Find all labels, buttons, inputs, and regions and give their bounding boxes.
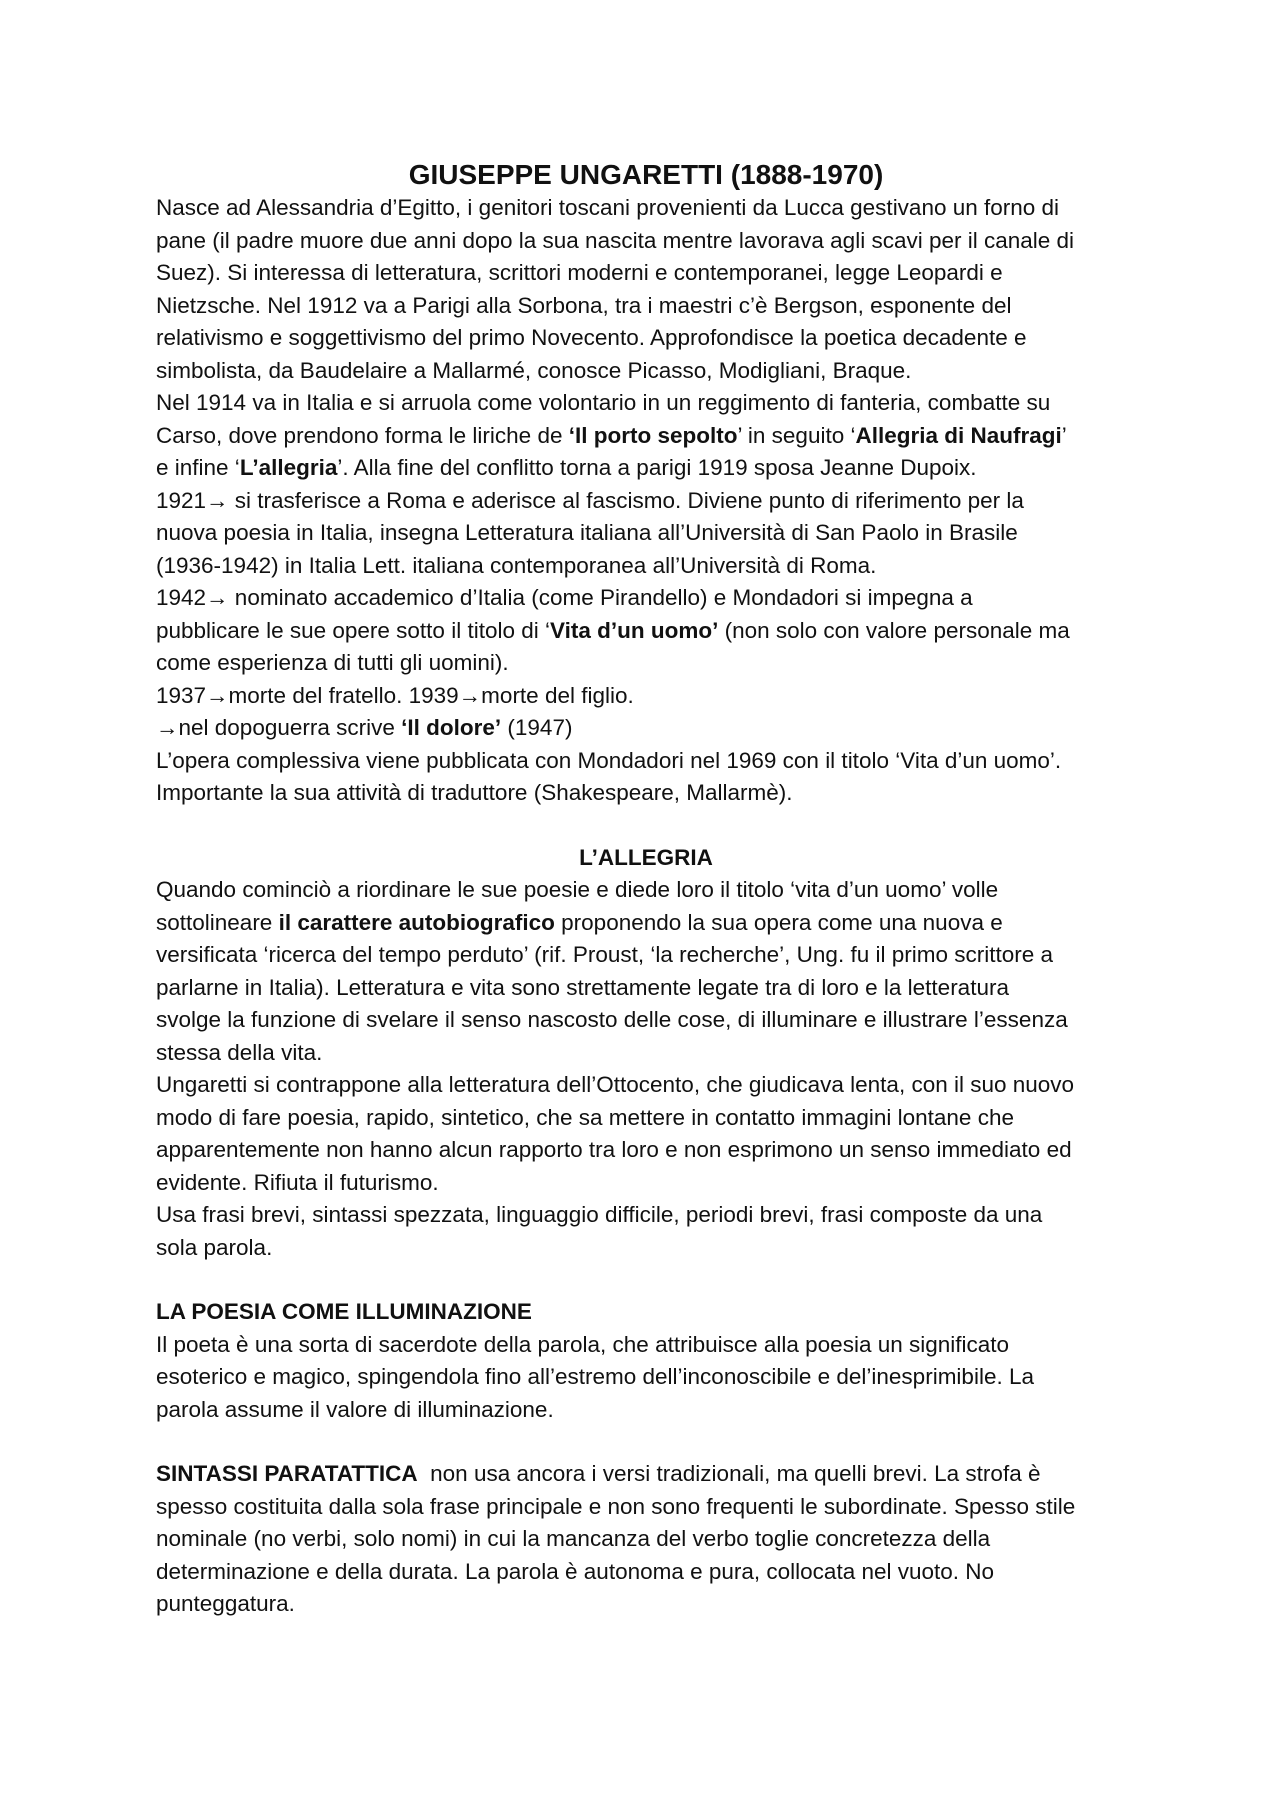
section-heading-allegria: L’ALLEGRIA xyxy=(579,844,713,870)
bio-line: Nel 1914 va in Italia e si arruola come volontario in un reggimento di fanteria, combatte su xyxy=(156,390,1051,415)
text-run: (non solo con valore personale ma xyxy=(718,617,1070,643)
illuminazione-line: parola assume il valore di illuminazione. xyxy=(156,1396,554,1422)
illuminazione-section xyxy=(156,1296,1136,1426)
sintassi-line: punteggatura. xyxy=(156,1591,295,1616)
spacer xyxy=(156,1426,1136,1458)
text-run: e infine ‘ xyxy=(156,455,240,480)
bio-line: come esperienza di tutti gli uomini). xyxy=(156,650,509,675)
sintassi-line: determinazione e della durata. La parola è autonoma e pura, collocata nel vuoto. No xyxy=(156,1558,995,1584)
sintassi-section xyxy=(156,1458,1136,1621)
allegria-line: stessa della vita. xyxy=(156,1039,323,1065)
emphasis-autobiografico: il carattere autobiografico xyxy=(278,909,555,935)
bio-line: Suez). Si interessa di letteratura, scrittori moderni e contemporanei, legge Leopardi e xyxy=(156,260,1003,285)
spacer xyxy=(156,1264,1136,1296)
work-title-vita-uomo: Vita d’un uomo’ xyxy=(549,617,719,643)
bio-line: 1921→ si trasferisce a Roma e aderisce al fascismo. Diviene punto di riferimento per la xyxy=(156,487,1024,513)
allegria-line: modo di fare poesia, rapido, sintetico, che sa mettere in contatto immagini lontane che xyxy=(156,1104,1014,1130)
bio-line xyxy=(156,712,1136,745)
allegria-line: evidente. Rifiuta il futurismo. xyxy=(156,1169,439,1195)
work-title-allegria-naufragi: Allegria di Naufragi xyxy=(855,422,1062,448)
allegria-line xyxy=(156,907,1136,940)
allegria-line: Ungaretti si contrappone alla letteratura dell’Ottocento, che giudicava lenta, con il suo nuovo xyxy=(156,1072,1075,1097)
bio-line: (1936-1942) in Italia Lett. italiana contemporanea all’Università di Roma. xyxy=(156,552,877,578)
text-run: non usa ancora i versi tradizionali, ma quelli brevi. La strofa è xyxy=(417,1461,1041,1486)
allegria-line: parlarne in Italia). Letteratura e vita sono strettamente legate tra di loro e la letteratura xyxy=(156,974,1009,1000)
bio-line: 1942→ nominato accademico d’Italia (come Pirandello) e Mondadori si impegna a xyxy=(156,585,973,610)
allegria-line: Usa frasi brevi, sintassi spezzata, linguaggio difficile, periodi brevi, frasi composte da una xyxy=(156,1202,1043,1227)
text-run: sottolineare xyxy=(156,909,279,935)
bio-line: 1937→morte del fratello. 1939→morte del figlio. xyxy=(156,682,634,708)
allegria-line: Quando cominciò a riordinare le sue poesie e diede loro il titolo ‘vita d’un uomo’ volle xyxy=(156,877,999,902)
sintassi-line: spesso costituita dalla sola frase principale e non sono frequenti le subordinate. Spesso stile xyxy=(156,1493,1076,1519)
allegria-line: svolge la funzione di svelare il senso nascosto delle cose, di illuminare e illustrare l’essenza xyxy=(156,1007,1068,1032)
allegria-line: apparentemente non hanno alcun rapporto tra loro e non esprimono un senso immediato ed xyxy=(156,1137,1072,1162)
document-page xyxy=(156,158,1136,1621)
text-run: pubblicare le sue opere sotto il titolo di ‘ xyxy=(156,617,550,643)
bio-line: Nasce ad Alessandria d’Egitto, i genitori toscani provenienti da Lucca gestivano un forno di xyxy=(156,195,1060,220)
section-heading-sintassi: SINTASSI PARATATTICA xyxy=(156,1461,418,1486)
text-run: Carso, dove prendono forma le liriche de xyxy=(156,422,569,448)
page-title: GIUSEPPE UNGARETTI (1888-1970) xyxy=(408,159,884,190)
text-run: ’. Alla fine del conflitto torna a parigi 1919 sposa Jeanne Dupoix. xyxy=(337,455,977,480)
work-title-allegria: L’allegria xyxy=(239,455,338,480)
text-run: →nel dopoguerra scrive xyxy=(156,715,402,740)
sintassi-line xyxy=(156,1458,1136,1491)
illuminazione-line: esoterico e magico, spingendola fino all’estremo dell’inconoscibile e del’inesprimibile. La xyxy=(156,1364,1034,1389)
bio-line xyxy=(156,615,1136,648)
allegria-section xyxy=(156,842,1136,1265)
bio-line: pane (il padre muore due anni dopo la sua nascita mentre lavorava agli scavi per il canale di xyxy=(156,227,1075,253)
bio-line: L’opera complessiva viene pubblicata con Mondadori nel 1969 con il titolo ‘Vita d’un uomo’. xyxy=(156,747,1062,773)
spacer xyxy=(156,810,1136,842)
text-run: proponendo la sua opera come una nuova e xyxy=(554,909,1003,935)
work-title-porto-sepolto: ‘Il porto sepolto xyxy=(568,422,738,448)
bio-line xyxy=(156,452,1136,485)
bio-line: Nietzsche. Nel 1912 va a Parigi alla Sorbona, tra i maestri c’è Bergson, esponente del xyxy=(156,292,1012,318)
bio-line: simbolista, da Baudelaire a Mallarmé, conosce Picasso, Modigliani, Braque. xyxy=(156,357,912,383)
allegria-line: sola parola. xyxy=(156,1234,273,1260)
sintassi-line: nominale (no verbi, solo nomi) in cui la mancanza del verbo toglie concretezza della xyxy=(156,1526,991,1551)
biography-section xyxy=(156,192,1136,810)
text-run: ’ xyxy=(1061,422,1067,448)
work-title-il-dolore: ‘Il dolore’ xyxy=(401,715,502,740)
text-run: (1947) xyxy=(501,715,573,740)
bio-line: relativismo e soggettivismo del primo Novecento. Approfondisce la poetica decadente e xyxy=(156,325,1027,350)
section-heading-illuminazione: LA POESIA COME ILLUMINAZIONE xyxy=(156,1299,532,1324)
bio-line: nuova poesia in Italia, insegna Letteratura italiana all’Università di San Paolo in Brasile xyxy=(156,520,1018,545)
allegria-line: versificata ‘ricerca del tempo perduto’ (rif. Proust, ‘la recherche’, Ung. fu il primo scrittore a xyxy=(156,942,1054,967)
bio-line: Importante la sua attività di traduttore (Shakespeare, Mallarmè). xyxy=(156,780,793,805)
text-run: ’ in seguito ‘ xyxy=(737,422,856,448)
bio-line xyxy=(156,420,1136,453)
illuminazione-line: Il poeta è una sorta di sacerdote della parola, che attribuisce alla poesia un significato xyxy=(156,1331,1010,1357)
